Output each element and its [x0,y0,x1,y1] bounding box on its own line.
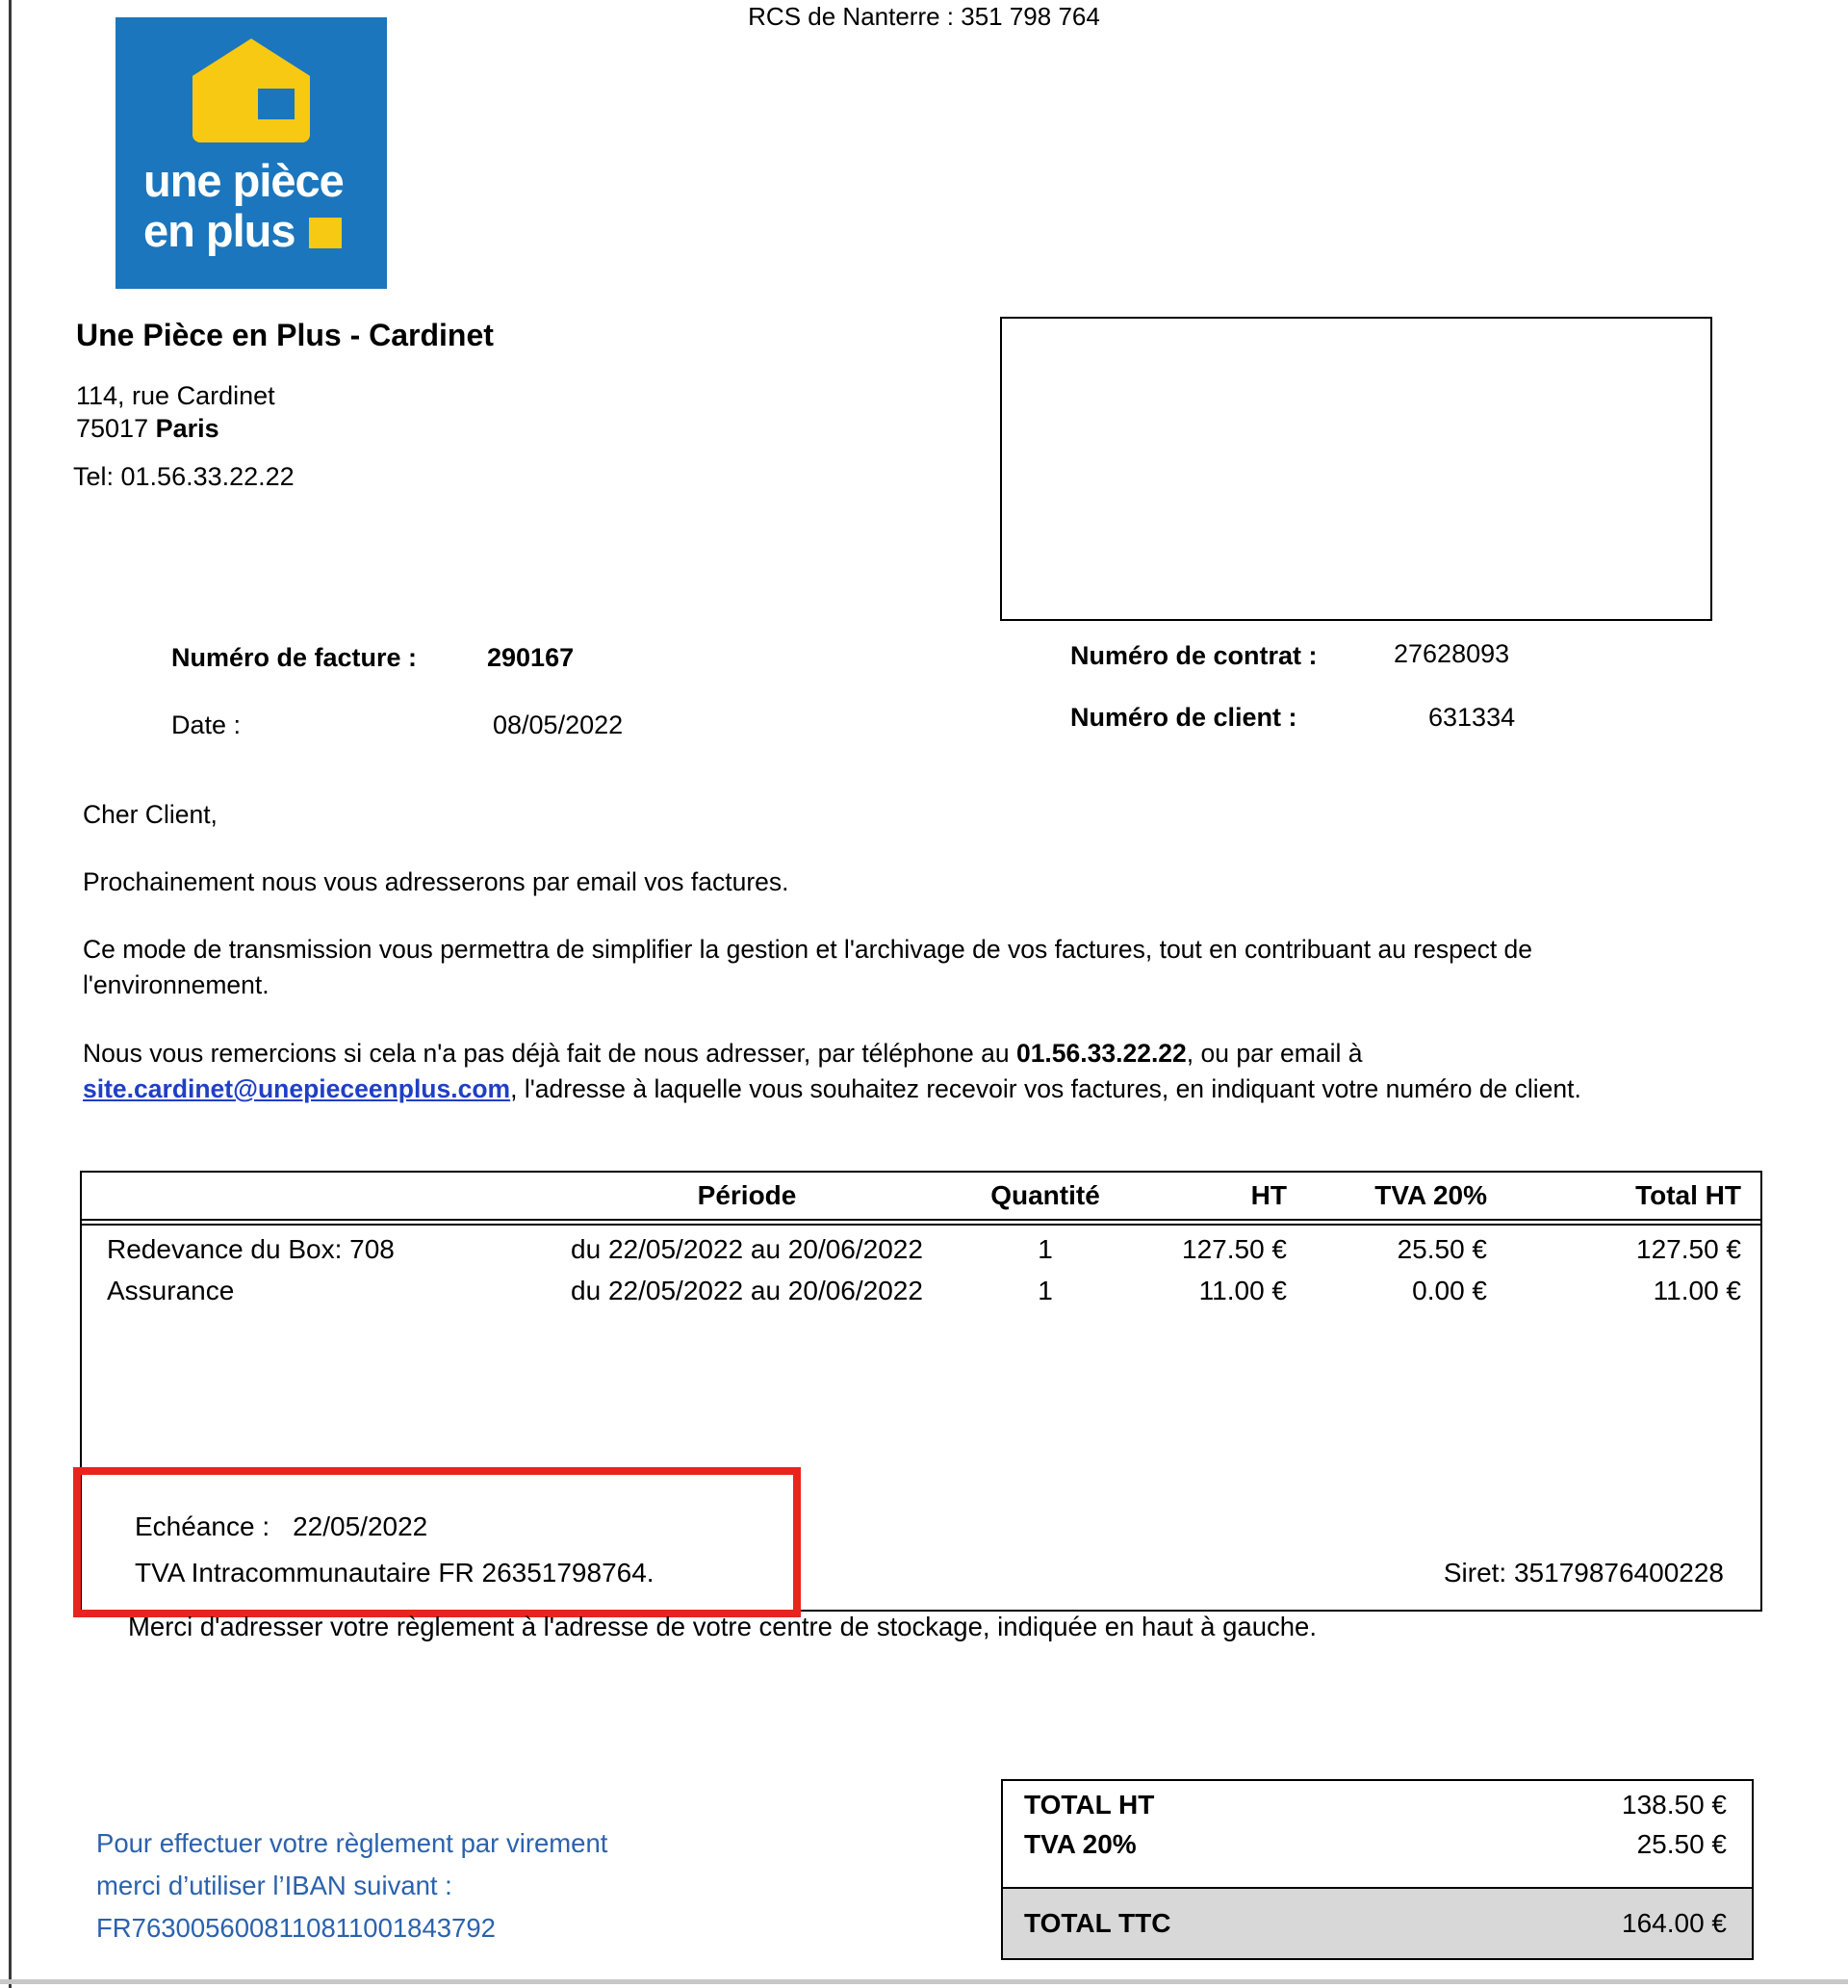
company-phone: Tel: 01.56.33.22.22 [73,462,295,491]
echeance-label: Echéance : [135,1511,270,1541]
iban-value: FR7630056008110811001843792 [96,1913,496,1943]
rcs-registration-text: RCS de Nanterre : 351 798 764 [748,2,1100,31]
page-left-border [9,0,12,1988]
row-periode: du 22/05/2022 au 20/06/2022 [571,1276,923,1305]
total-tva-value: 25.50 € [1636,1829,1727,1859]
contract-number-value: 27628093 [1394,639,1510,668]
company-logo [116,17,387,289]
contact-phone-number: 01.56.33.22.22 [1015,1039,1187,1068]
total-tva-label: TVA 20% [1024,1829,1137,1859]
echeance-line [135,1511,427,1542]
paragraph-contact-part2: , ou par email à [1186,1039,1363,1068]
header-periode: Période [697,1180,797,1210]
company-name: Une Pièce en Plus - Cardinet [76,318,494,352]
table-header-row [82,1173,1760,1221]
row-ht: 11.00 € [1198,1276,1287,1305]
row-label: Assurance [107,1276,235,1305]
total-tva-row [1003,1820,1752,1860]
header-tva: TVA 20% [1374,1180,1487,1210]
header-total-ht: Total HT [1635,1180,1741,1210]
contract-number-label: Numéro de contrat : [1070,641,1318,670]
recipient-address-box [1000,317,1712,621]
client-number-label: Numéro de client : [1070,703,1297,732]
company-address-zip: 75017 [76,414,156,443]
paragraph-contact-part1: Nous vous remercions si cela n'a pas déjà fait de nous adresser, par téléphone au [83,1039,1016,1068]
row-quantite: 1 [1038,1276,1053,1305]
client-number-value: 631334 [1428,703,1516,732]
siret-number: Siret: 35179876400228 [1443,1558,1724,1588]
row-total: 11.00 € [1653,1276,1741,1305]
bank-transfer-info [96,1822,607,1949]
total-ttc-row [1003,1887,1752,1958]
totals-box [1001,1779,1754,1960]
echeance-value: 22/05/2022 [293,1511,428,1541]
logo-yellow-square [309,218,342,248]
paragraph-transmission-benefits: Ce mode de transmission vous permettra de simplifier la gestion et l'archivage de vos factures, tout en contribuant au respect de l'environnement. [83,935,1533,999]
row-ht: 127.50 € [1182,1234,1287,1264]
logo-line1: une pièce [143,155,344,206]
invoice-items-table [80,1171,1762,1612]
total-ttc-value: 164.00 € [1622,1908,1727,1938]
logo-line2: en plus [143,205,295,256]
payment-address-note: Merci d'adresser votre règlement à l'adresse de votre centre de stockage, indiquée en haut à gauche. [128,1612,1317,1641]
tva-intracommunautaire-text: TVA Intracommunautaire FR 26351798764. [135,1558,654,1588]
iban-instruction-line2: merci d’utiliser l’IBAN suivant : [96,1871,452,1900]
company-address-city: Paris [155,414,219,443]
total-ht-value: 138.50 € [1622,1790,1727,1820]
paragraph-contact-part3: , l'adresse à laquelle vous souhaitez recevoir vos factures, en indiquant votre numéro de client. [510,1074,1581,1103]
row-label: Redevance du Box: 708 [107,1234,395,1264]
iban-instruction-line1: Pour effectuer votre règlement par virement [96,1828,608,1858]
company-address-city-line [76,414,219,444]
total-ttc-label: TOTAL TTC [1024,1908,1171,1938]
paragraph-contact-request [83,1036,1688,1107]
total-ht-label: TOTAL HT [1024,1790,1155,1820]
row-tva: 0.00 € [1412,1276,1487,1305]
header-ht: HT [1250,1180,1287,1210]
house-icon [192,39,310,142]
row-total: 127.50 € [1636,1234,1741,1264]
paragraph-email-notice: Prochainement nous vous adresserons par email vos factures. [83,867,789,896]
invoice-date-label: Date : [171,710,242,739]
table-row [82,1226,1760,1267]
table-row [82,1267,1760,1308]
page-bottom-scan-edge [0,1979,1848,1984]
house-window [258,89,295,119]
logo-wordmark [130,156,372,256]
invoice-date-value: 08/05/2022 [493,710,624,739]
row-periode: du 22/05/2022 au 20/06/2022 [571,1234,923,1264]
invoice-number-label: Numéro de facture : [171,643,418,672]
header-quantite: Quantité [990,1180,1100,1210]
company-address-street: 114, rue Cardinet [76,381,275,410]
row-quantite: 1 [1038,1234,1053,1264]
total-ht-row [1003,1781,1752,1820]
invoice-number-value: 290167 [487,643,575,672]
contact-email-link[interactable]: site.cardinet@unepieceenplus.com [83,1074,511,1103]
greeting-text: Cher Client, [83,800,218,829]
row-tva: 25.50 € [1397,1234,1487,1264]
